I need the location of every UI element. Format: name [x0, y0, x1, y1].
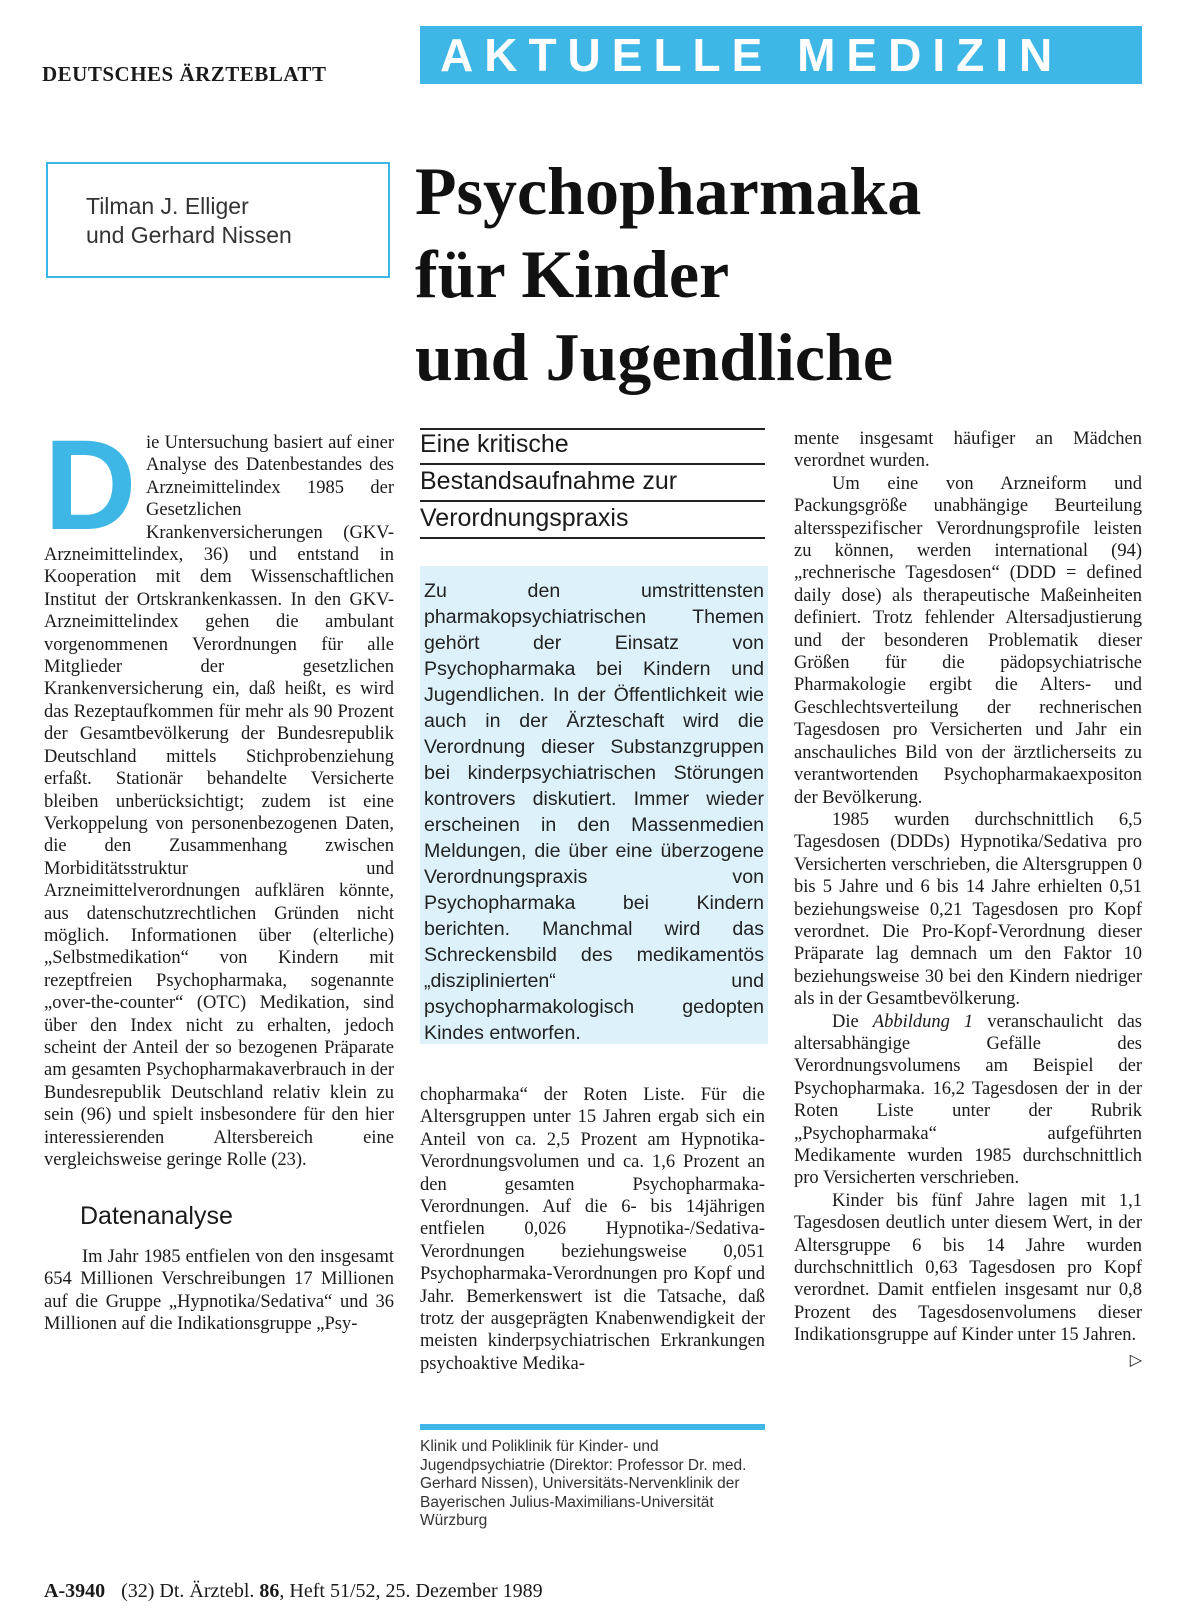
citation: (32) Dt. Ärztebl.	[121, 1580, 260, 1602]
abstract-box: Zu den umstrittensten pharmakopsychiatrischen Themen gehört der Einsatz von Psychopharmaka bei Kindern und Jugendlichen. In der Öffentlichkeit wie auch in der Ärzteschaft wird die Verordnung dieser Substanzgruppen bei kinderpsychiatrischen Störungen kontrovers diskutiert. Immer wieder erscheinen in den Massenmedien Meldungen, die über eine überzogene Verordnungspraxis von Psychopharmaka bei Kindern berichten. Manchmal wird das Schreckensbild des medikamentös „disziplinierten“ und psychopharmakologisch gedopten Kindes entworfen.	[420, 566, 768, 1044]
author-line: Tilman J. Elliger	[86, 193, 249, 219]
section-banner: AKTUELLE MEDIZIN	[420, 26, 1142, 84]
paragraph: mente insgesamt häufiger an Mädchen verordnet wurden.	[794, 429, 1142, 472]
kicker-line: Eine kritische	[420, 428, 765, 465]
intro-paragraph	[44, 414, 394, 1171]
page-number: A-3940	[44, 1580, 106, 1602]
paragraph	[794, 1011, 1142, 1190]
paragraph: chopharmaka“ der Roten Liste. Für die Altersgruppen unter 15 Jahren ergab sich ein Anteil von ca. 2,5 Prozent am Hypnotika-Verordnungsvolumen und ca. 1,6 Prozent an den gesamten Psychopharmaka-Verordnungen. Auf die 6- bis 14jährigen entfielen 0,026 Hypnotika-/Sedativa-Verordnungen beziehungsweise 0,051 Psychopharmaka-Verordnungen pro Kopf und Jahr. Bemerkenswert ist die Tatsache, daß trotz der ausgeprägten Knabenwendigkeit der meisten kinderpsychiatrischen Erkrankungen psychoaktive Medika-	[420, 1085, 765, 1374]
subheading-datenanalyse: Datenanalyse	[80, 1202, 233, 1231]
citation-issue: , Heft 51/52, 25. Dezember 1989	[279, 1580, 543, 1602]
paragraph	[794, 1190, 1142, 1369]
title-line: und Jugendliche	[415, 319, 894, 395]
kicker	[420, 428, 765, 539]
author-box	[46, 162, 390, 278]
masthead: DEUTSCHES ÄRZTEBLATT	[42, 62, 327, 86]
column-1	[44, 414, 394, 1335]
text-run: Die	[832, 1011, 873, 1032]
drop-cap: D	[44, 414, 137, 557]
continue-arrow-icon: ▷	[1129, 1349, 1142, 1369]
author-line: und Gerhard Nissen	[86, 222, 292, 248]
intro-text: ie Untersuchung basiert auf einer Analyse des Datenbestandes des Arzneimittelindex 1985 der Gesetzlichen Krankenversicherungen (GKV-Arzneimittelindex, 36) und entstand in Kooperation mit dem Wissenschaftlichen Institut der Ortskrankenkassen. In den GKV-Arzneimittelindex gehen die ambulant vorgenommenen Verordnungen für alle Mitglieder der gesetzlichen Krankenversicherung ein, daß heißt, es wird das Rezeptaufkommen für mehr als 90 Prozent der Gesamtbevölkerung der Bundesrepublik Deutschland mittels Stichprobenziehung erfaßt. Stationär behandelte Versicherte bleiben unberücksichtigt; zudem ist eine Verkoppelung von personenbezogenen Daten, die den Zusammenhang zwischen Morbiditätsstruktur und Arzneimittelverordnungen aufklären könnte, aus datenschutzrechtlichen Gründen nicht möglich. Informationen über (elterliche) „Selbstmedikation“ von Kindern mit rezeptfreien Psychopharmaka, sogenannte „over-the-counter“ (OTC) Medikation, sind über den Index nicht zu erhalten, jedoch scheint der Anteil der so bezogenen Präparate am gesamten Psychopharmakaverbrauch in der Bundesrepublik Deutschland relativ klein zu sein (96) und spielt insbesondere für den hier interessierenden Altersbereich eine vergleichsweise geringe Rolle (23).	[44, 433, 394, 1170]
affiliation-note: Klinik und Poliklinik für Kinder- und Jugendpsychiatrie (Direktor: Professor Dr. med. Gerhard Nissen), Universitäts-Nervenklinik der Bayerischen Julius-Maximilians-Universität Würzburg	[420, 1438, 747, 1530]
text-run: veranschaulicht das altersabhängige Gefälle des Verordnungsvolumens am Beispiel der Psychopharmaka. 16,2 Tagesdosen der in der Roten Liste unter der Rubrik „Psychopharmaka“ aufgeführten Medikamente wurden 1985 durchschnittlich pro Versicherten verschrieben.	[794, 1011, 1142, 1189]
page-footer	[44, 1580, 543, 1603]
paragraph: Um eine von Arzneiform und Packungsgröße unabhängige Beurteilung altersspezifischer Verordnungsprofile leisten zu können, werden international (94) „rechnerische Tagesdosen“ (DDD = defined daily dose) als therapeutische Maßeinheiten definiert. Trotz fehlender Altersadjustierung und der besonderen Problematik dieser Größen für die pädopsychiatrische Pharmakologie ergibt die Alters- und Geschlechtsverteilung der rechnerischen Tagesdosen pro Versicherten und Jahr ein anschauliches Bild von der ärztlicherseits zu verantwortenden Psychopharmakaexpositon der Bevölkerung.	[794, 473, 1142, 808]
column-2	[420, 1084, 765, 1375]
column-3	[794, 428, 1142, 1371]
kicker-line: Verordnungspraxis	[420, 502, 765, 539]
paragraph: 1985 wurden durchschnittlich 6,5 Tagesdosen (DDDs) Hypnotika/Sedativa pro Versicherten verschrieben, die Altersgruppen 0 bis 5 Jahre und 6 bis 14 Jahre erhielten 0,51 beziehungsweise 0,21 Tagesdosen pro Kopf verordnet. Die Pro-Kopf-Verordnung dieser Präparate lag demnach um den Faktor 10 beziehungsweise 30 bei den Kindern niedriger als in der Gesamtbevölkerung.	[794, 809, 1142, 1010]
text-run: Kinder bis fünf Jahre lagen mit 1,1 Tagesdosen deutlich unter diesem Wert, in der Altersgruppe 6 bis 14 Jahre wurden durchschnittlich 0,63 Tagesdosen pro Kopf verordnet. Damit entfielen insgesamt nur 0,8 Prozent des Tagesdosenvolumens dieser Indikationsgruppe auf Kinder unter 15 Jahren.	[794, 1190, 1142, 1346]
article-title	[415, 150, 1155, 399]
title-line: für Kinder	[415, 236, 730, 312]
volume: 86	[259, 1580, 280, 1602]
paragraph: Im Jahr 1985 entfielen von den insgesamt 654 Millionen Verschreibungen 17 Millionen auf die Gruppe „Hypnotika/Sedativa“ und 36 Millionen auf die Indikationsgruppe „Psy-	[44, 1246, 394, 1335]
affiliation-rule	[420, 1424, 765, 1430]
title-line: Psychopharmaka	[415, 153, 922, 229]
kicker-line: Bestandsaufnahme zur	[420, 465, 765, 502]
figure-reference: Abbildung 1	[872, 1011, 974, 1032]
